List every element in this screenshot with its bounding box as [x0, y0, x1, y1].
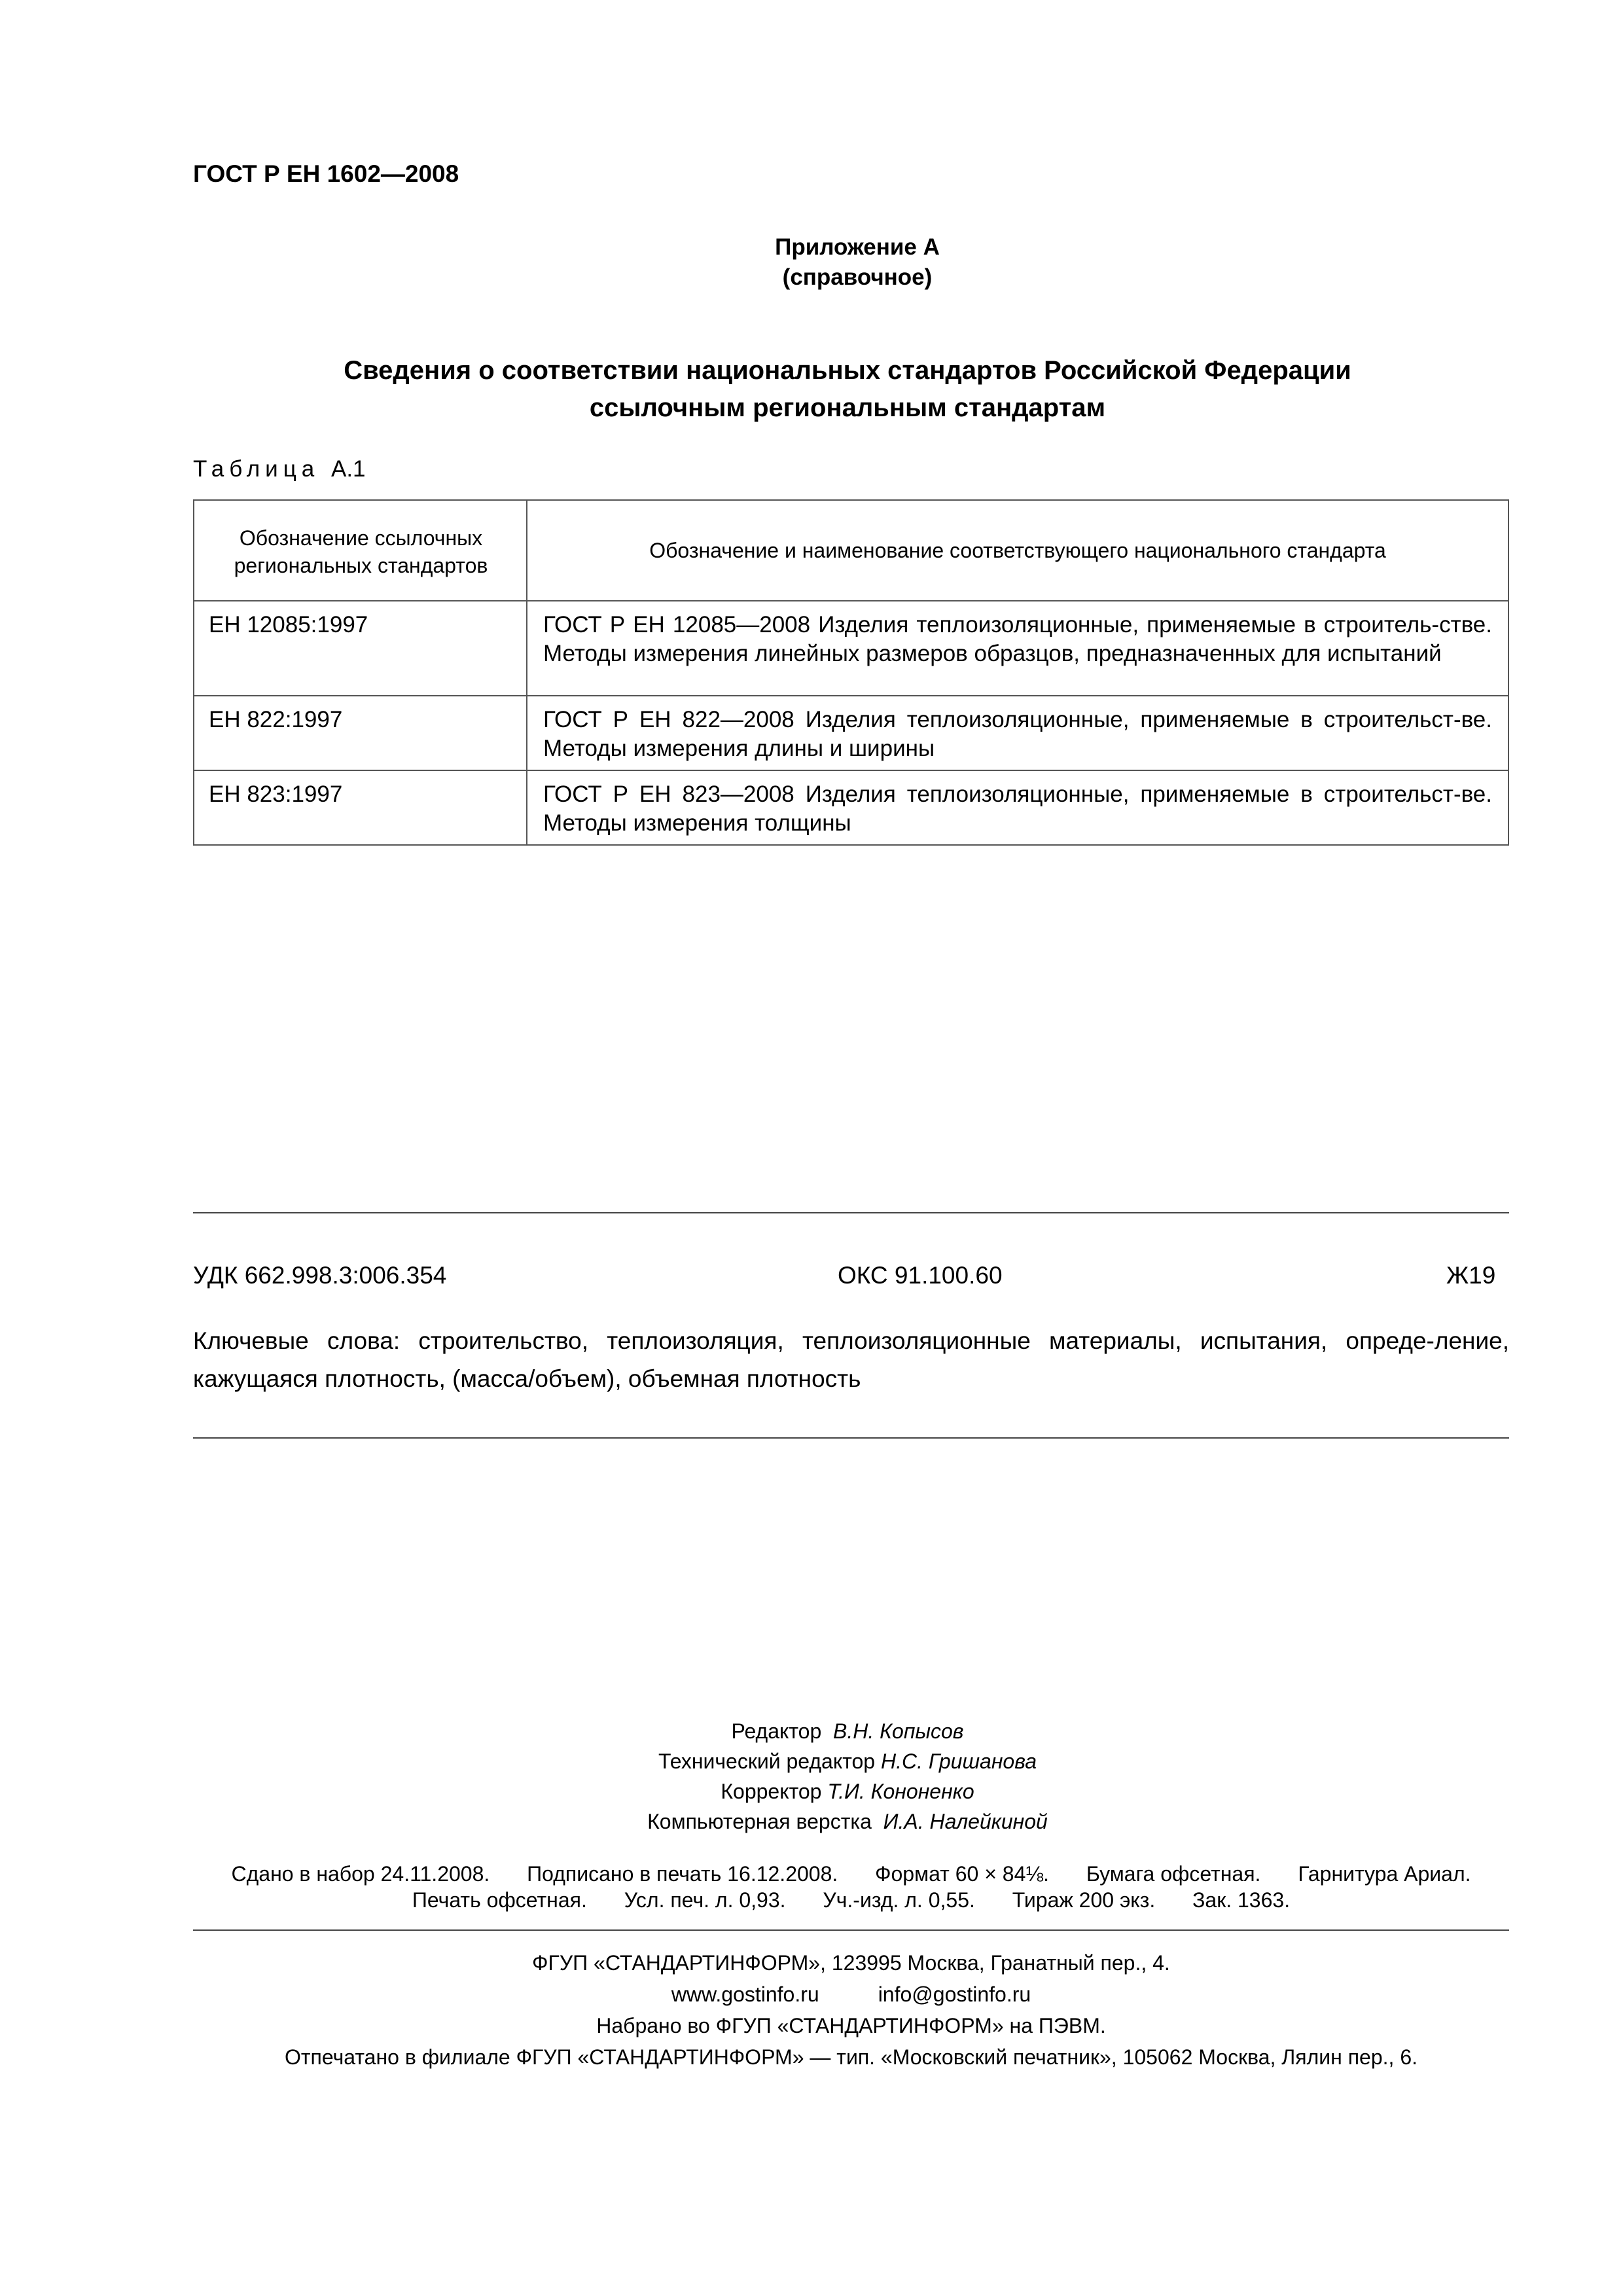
divider-middle [193, 1437, 1509, 1439]
appendix-kind: (справочное) [782, 264, 933, 290]
publisher-website: www.gostinfo.ru [671, 1982, 819, 2006]
credit-role: Компьютерная верстка [647, 1810, 872, 1833]
publisher-contacts [193, 1979, 1509, 2010]
table-row [194, 696, 1508, 770]
reference-standard-cell: ЕН 823:1997 [194, 770, 527, 845]
table-caption-word: Таблица [193, 456, 320, 482]
col-header-national: Обозначение и наименование соответствующего национального стандарта [527, 500, 1508, 601]
section-title-line-2: ссылочным региональным стандартам [589, 393, 1106, 422]
standards-correspondence-table [193, 499, 1509, 846]
print-detail: Печать офсетная. [412, 1888, 587, 1912]
publisher-email: info@gostinfo.ru [878, 1982, 1031, 2006]
print-detail: Сдано в набор 24.11.2008. [231, 1862, 490, 1886]
publisher-address: ФГУП «СТАНДАРТИНФОРМ», 123995 Москва, Гранатный пер., 4. [532, 1951, 1170, 1975]
classification-code: Ж19 [1446, 1262, 1496, 1289]
print-detail: Формат 60 × 84⅛. [875, 1862, 1049, 1886]
print-detail: Подписано в печать 16.12.2008. [527, 1862, 838, 1886]
section-title-line-1: Сведения о соответствии национальных стандартов Российской Федерации [344, 356, 1351, 385]
document-id-header: ГОСТ Р ЕН 1602—2008 [193, 160, 459, 187]
credit-line [0, 1746, 1623, 1776]
print-detail: Усл. печ. л. 0,93. [624, 1888, 786, 1912]
print-details-line-1 [193, 1861, 1509, 1887]
national-standard-cell: ГОСТ Р ЕН 12085—2008 Изделия теплоизоляционные, применяемые в строитель-стве. Методы измерения линейных размеров образцов, предназначенных для испытаний [527, 601, 1508, 696]
credit-name: Т.И. Кононенко [827, 1780, 974, 1803]
national-standard-cell: ГОСТ Р ЕН 823—2008 Изделия теплоизоляционные, применяемые в строительст-ве. Методы измерения толщины [527, 770, 1508, 845]
print-detail: Тираж 200 экз. [1012, 1888, 1156, 1912]
reference-standard-cell: ЕН 822:1997 [194, 696, 527, 770]
credit-line [0, 1716, 1623, 1746]
table-header-row [194, 500, 1508, 601]
editorial-credits [0, 1716, 1623, 1837]
credit-role: Редактор [731, 1719, 822, 1743]
credit-name: И.А. Налейкиной [883, 1810, 1048, 1833]
divider-bottom [193, 1929, 1509, 1931]
oks-code: ОКС 91.100.60 [838, 1262, 1003, 1289]
udk-code: УДК 662.998.3:006.354 [193, 1262, 447, 1289]
keywords-paragraph: Ключевые слова: строительство, теплоизоляция, теплоизоляционные материалы, испытания, опреде-ление, кажущаяся плотность, (масса/объем), объемная плотность [193, 1327, 1509, 1392]
print-detail: Бумага офсетная. [1086, 1862, 1261, 1886]
divider-top [193, 1212, 1509, 1213]
table-row [194, 601, 1508, 696]
typeset-note: Набрано во ФГУП «СТАНДАРТИНФОРМ» на ПЭВМ. [596, 2014, 1106, 2037]
print-details-line-2 [193, 1887, 1509, 1913]
credit-role: Технический редактор [658, 1749, 876, 1773]
credit-role: Корректор [721, 1780, 822, 1803]
publisher-info [193, 1947, 1509, 2073]
credit-name: В.Н. Копысов [833, 1719, 964, 1743]
credit-name: Н.С. Гришанова [880, 1749, 1037, 1773]
table-caption [193, 456, 366, 482]
national-standard-cell: ГОСТ Р ЕН 822—2008 Изделия теплоизоляционные, применяемые в строительст-ве. Методы измерения длины и ширины [527, 696, 1508, 770]
reference-standard-cell: ЕН 12085:1997 [194, 601, 527, 696]
credit-line [0, 1776, 1623, 1806]
section-title [193, 352, 1502, 427]
print-detail: Зак. 1363. [1192, 1888, 1291, 1912]
print-details [193, 1861, 1509, 1913]
print-detail: Гарнитура Ариал. [1298, 1862, 1471, 1886]
table-row [194, 770, 1508, 845]
col-header-reference: Обозначение ссылочных региональных стандартов [194, 500, 527, 601]
appendix-title: Приложение А [775, 234, 940, 260]
table-caption-number: А.1 [330, 456, 366, 482]
printed-note: Отпечатано в филиале ФГУП «СТАНДАРТИНФОРМ» — тип. «Московский печатник», 105062 Москва, Лялин пер., 6. [284, 2045, 1418, 2069]
print-detail: Уч.-изд. л. 0,55. [823, 1888, 975, 1912]
credit-line [0, 1806, 1623, 1837]
